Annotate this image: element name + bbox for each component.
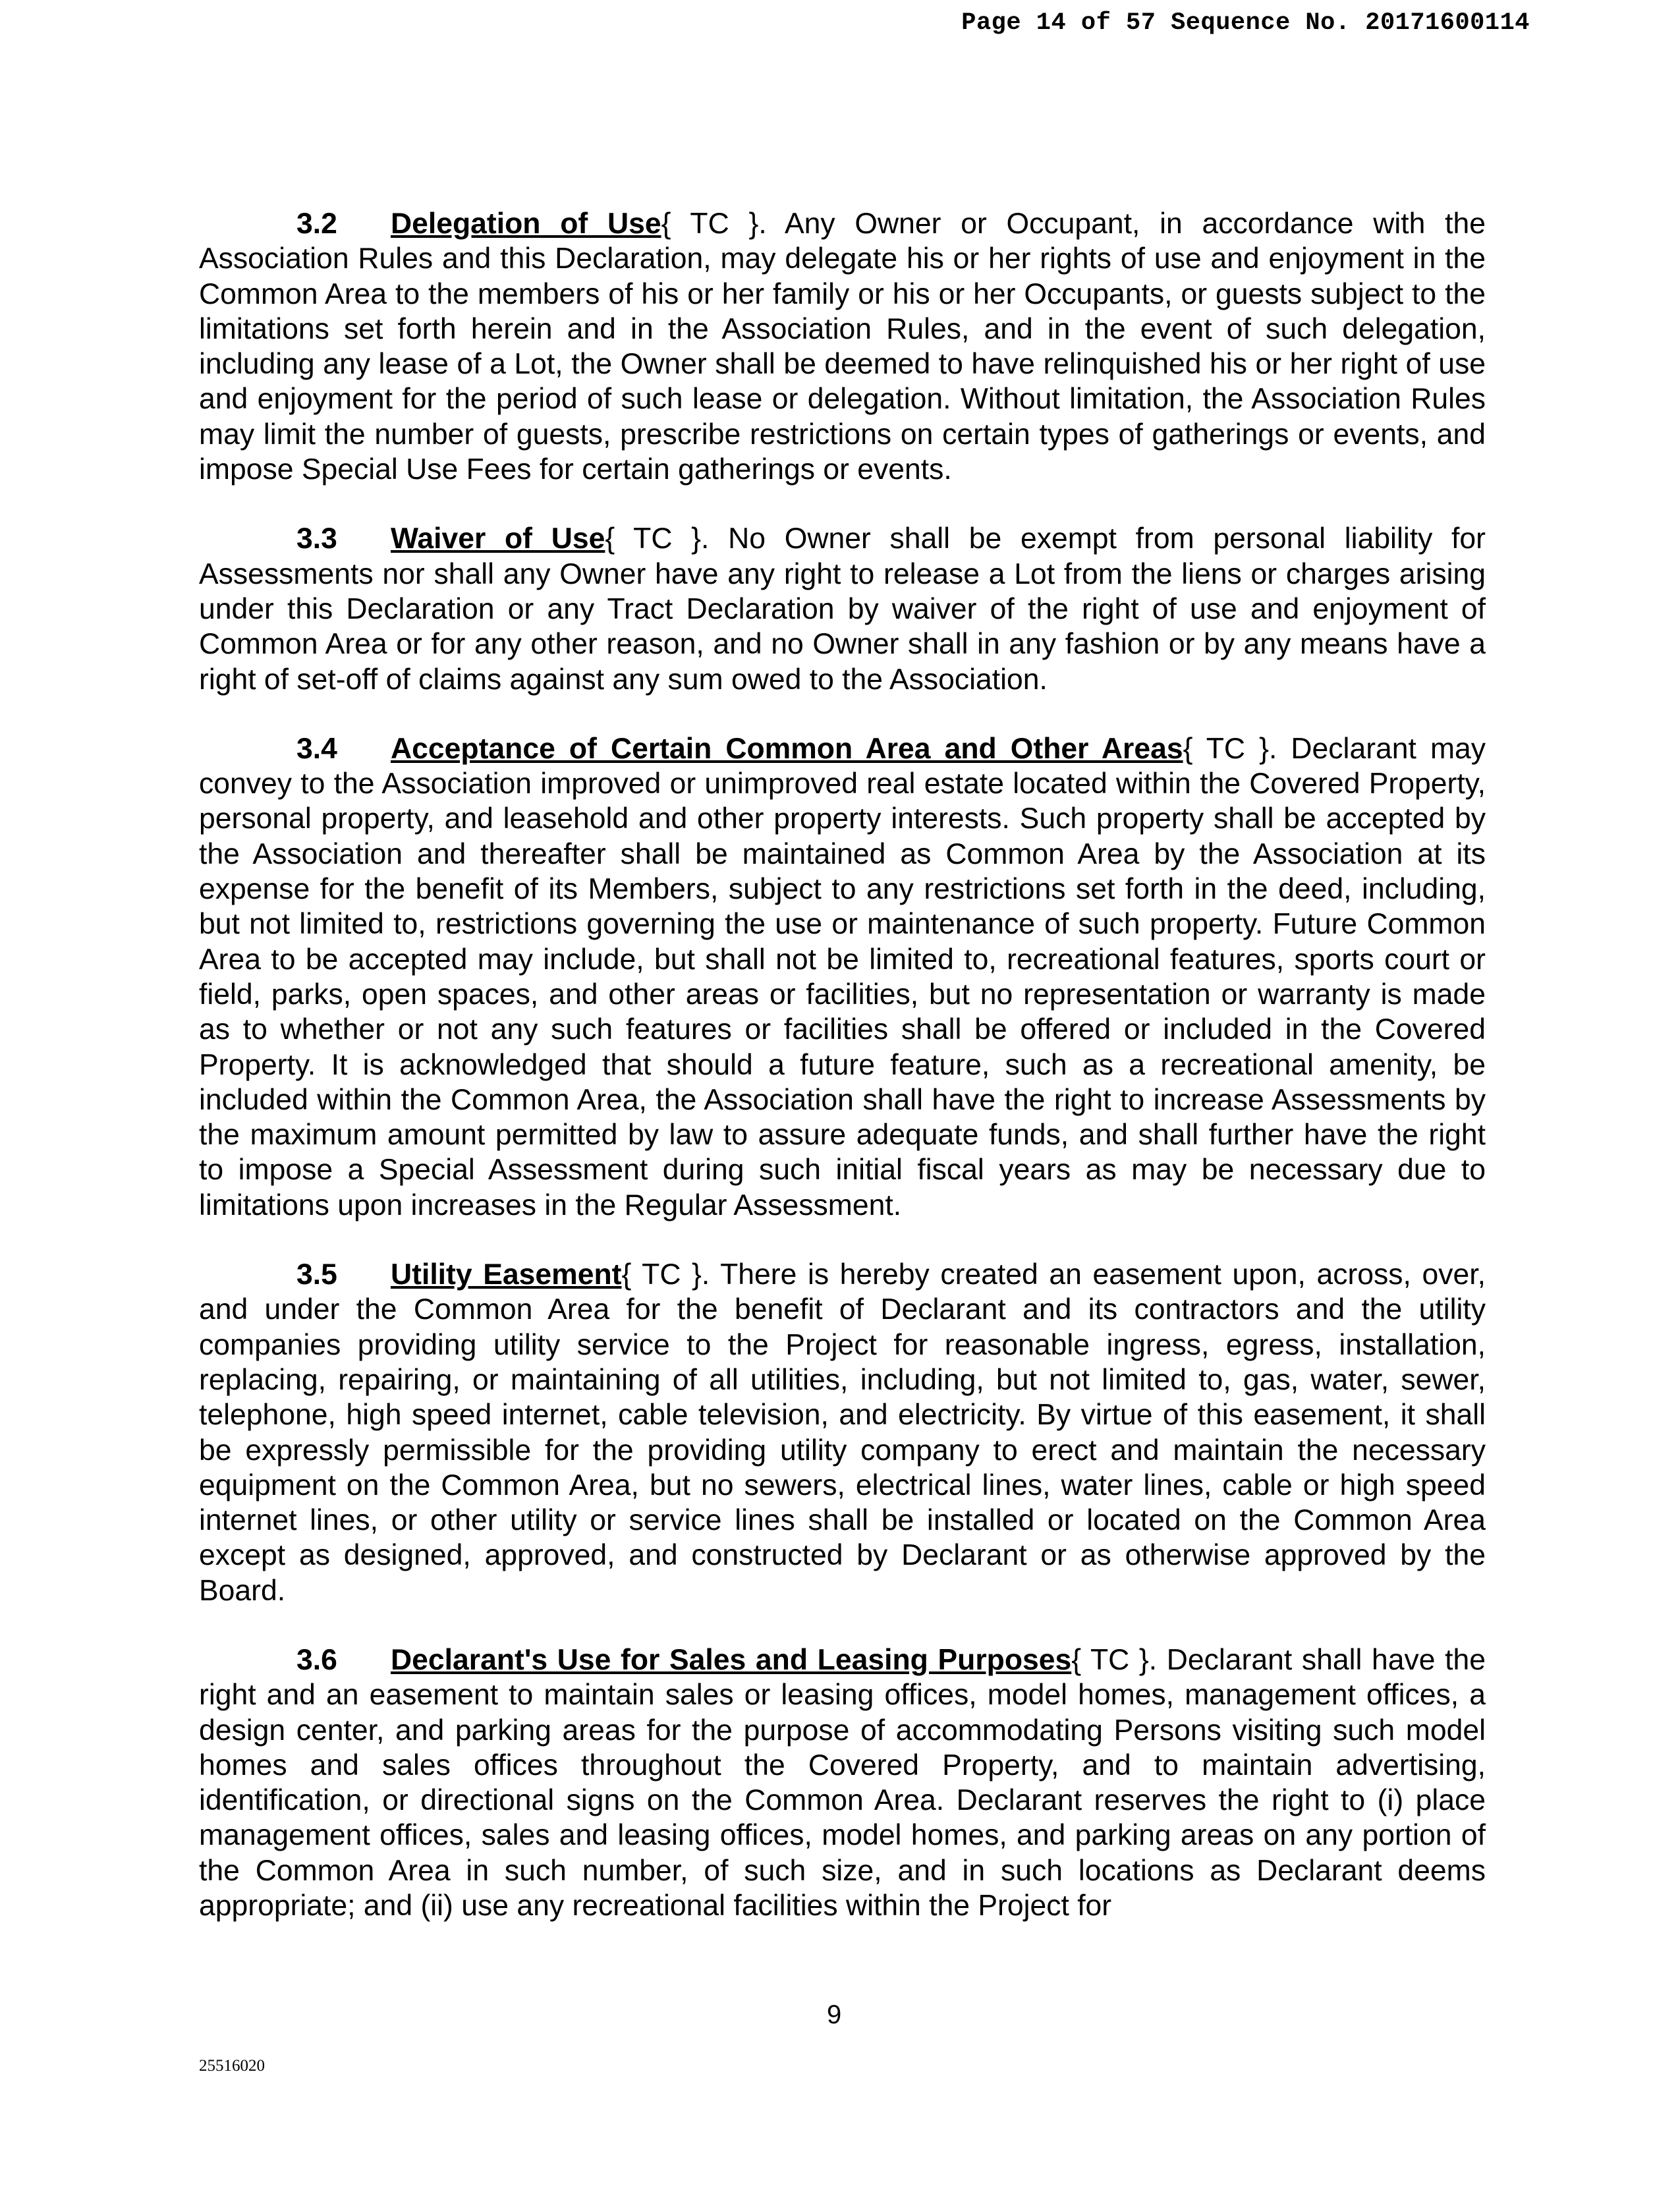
section-number: 3.2 [296, 208, 337, 240]
section-3-5 [199, 1257, 1486, 1608]
section-title: Waiver of Use [391, 522, 605, 555]
section-body: . Declarant shall have the right and an easement to maintain sales or leasing offices, model homes, management offices, a design center, and parking areas for the purpose of accommodating Persons visiting such model homes and sales offices throughout the Covered Property, and to maintain advertising, identification, or directional signs on the Common Area. Declarant reserves the right to (i) place management offices, sales and leasing offices, model homes, and parking areas on any portion of the Common Area in such number, of such size, and in such locations as Declarant deems appropriate; and (ii) use any recreational facilities within the Project for [199, 1643, 1486, 1922]
field-marker: { TC } [1071, 1643, 1149, 1676]
section-3-3 [199, 521, 1486, 696]
section-body: . There is hereby created an easement upon, across, over, and under the Common Area for the benefit of Declarant and its contractors and the utility companies providing utility service to the Project for reasonable ingress, egress, installation, replacing, repairing, or maintaining of all utilities, including, but not limited to, gas, water, sewer, telephone, high speed internet, cable television, and electricity. By virtue of this easement, it shall be expressly permissible for the providing utility company to erect and maintain the necessary equipment on the Common Area, but no sewers, electrical lines, water lines, cable or high speed internet lines, or other utility or service lines shall be installed or located on the Common Area except as designed, approved, and constructed by Declarant or as otherwise approved by the Board. [199, 1258, 1486, 1607]
page-number: 9 [827, 2000, 842, 2029]
section-body: . Any Owner or Occupant, in accordance with the Association Rules and this Declaration, may delegate his or her rights of use and enjoyment in the Common Area to the members of his or her family or his or her Occupants, or guests subject to the limitations set forth herein and in the Association Rules, and in the event of such delegation, including any lease of a Lot, the Owner shall be deemed to have relinquished his or her right of use and enjoyment for the period of such lease or delegation. Without limitation, the Association Rules may limit the number of guests, prescribe restrictions on certain types of gatherings or events, and impose Special Use Fees for certain gatherings or events. [199, 208, 1486, 486]
section-number: 3.3 [296, 522, 337, 555]
field-marker: { TC } [621, 1258, 702, 1291]
section-number: 3.5 [296, 1258, 337, 1291]
section-title: Declarant's Use for Sales and Leasing Purposes [391, 1643, 1072, 1676]
document-body [199, 206, 1486, 1957]
page-header: Page 14 of 57 Sequence No. 20171600114 [961, 9, 1530, 37]
section-body: . No Owner shall be exempt from personal liability for Assessments nor shall any Owner have any right to release a Lot from the liens or charges arising under this Declaration or any Tract Declaration by waiver of the right of use and enjoyment of Common Area or for any other reason, and no Owner shall in any fashion or by any means have a right of set-off of claims against any sum owed to the Association. [199, 522, 1486, 696]
field-marker: { TC } [661, 208, 759, 240]
section-title: Utility Easement [391, 1258, 622, 1291]
section-body: . Declarant may convey to the Association improved or unimproved real estate located within the Covered Property, personal property, and leasehold and other property interests. Such property shall be accepted by the Association and thereafter shall be maintained as Common Area by the Association at its expense for the benefit of its Members, subject to any restrictions set forth in the deed, including, but not limited to, restrictions governing the use or maintenance of such property. Future Common Area to be accepted may include, but shall not be limited to, recreational features, sports court or field, parks, open spaces, and other areas or facilities, but no representation or warranty is made as to whether or not any such features or facilities shall be offered or included in the Covered Property. It is acknowledged that should a future feature, such as a recreational amenity, be included within the Common Area, the Association shall have the right to increase Assessments by the maximum amount permitted by law to assure adequate funds, and shall further have the right to impose a Special Assessment during such initial fiscal years as may be necessary due to limitations upon increases in the Regular Assessment. [199, 732, 1486, 1221]
section-title: Acceptance of Certain Common Area and Other Areas [391, 732, 1183, 765]
field-marker: { TC } [1183, 732, 1269, 765]
field-marker: { TC } [605, 522, 702, 555]
section-number: 3.6 [296, 1643, 337, 1676]
section-number: 3.4 [296, 732, 337, 765]
section-3-2 [199, 206, 1486, 487]
section-3-4 [199, 731, 1486, 1223]
document-id: 25516020 [199, 2057, 265, 2075]
section-title: Delegation of Use [391, 208, 661, 240]
section-3-6 [199, 1642, 1486, 1923]
